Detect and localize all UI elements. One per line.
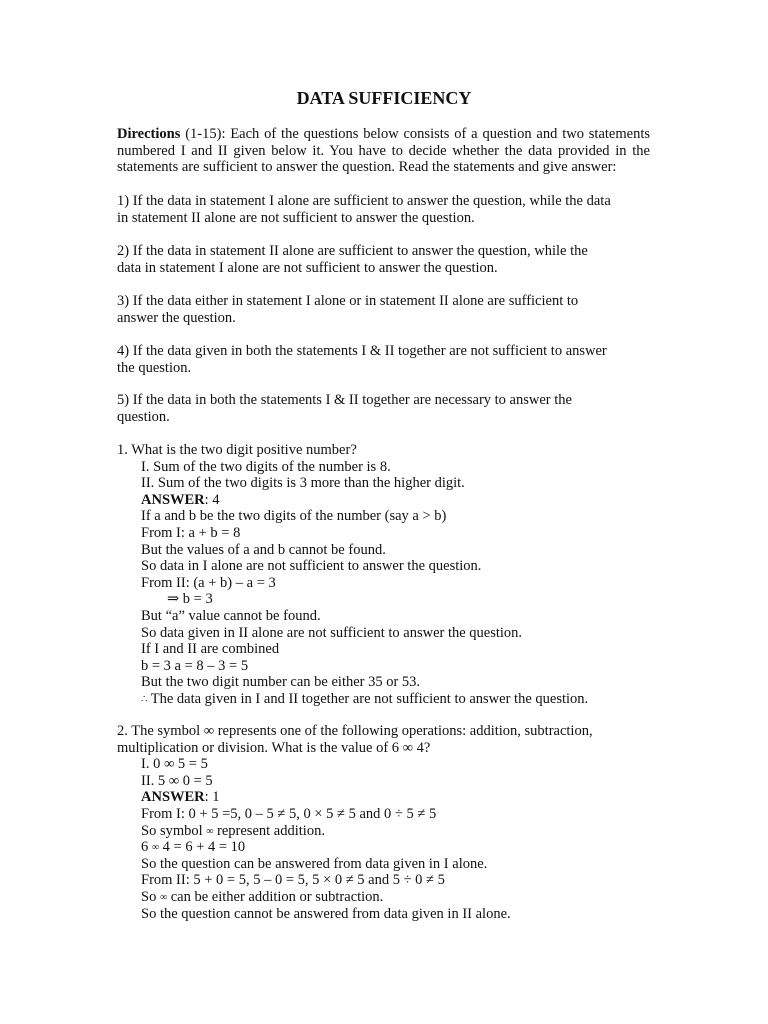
statement-2: II. 5 ∞ 0 = 5 [141, 772, 213, 789]
answer-option-1 [117, 193, 652, 226]
answer-option-2 [117, 243, 652, 276]
solution-text: 6 [141, 839, 152, 856]
option-line: answer the question. [117, 309, 236, 326]
conclusion-line [117, 691, 657, 708]
solution-line: So the question cannot be answered from data given in II alone. [141, 905, 511, 922]
option-line: question. [117, 408, 170, 425]
directions-label: Directions [117, 126, 181, 142]
solution-text: So [141, 888, 160, 905]
solution-line: If a and b be the two digits of the number (say a > b) [141, 508, 447, 525]
solution-line: From II: 5 + 0 = 5, 5 – 0 = 5, 5 × 0 ≠ 5 and 5 ÷ 0 ≠ 5 [141, 872, 445, 889]
directions-paragraph [117, 126, 650, 176]
solution-line: From I: 0 + 5 =5, 0 – 5 ≠ 5, 0 × 5 ≠ 5 and 0 ÷ 5 ≠ 5 [141, 805, 437, 822]
infinity-icon: ∞ [151, 842, 160, 854]
solution-line: From II: (a + b) – a = 3 [141, 574, 276, 591]
answer-option-4 [117, 343, 652, 376]
option-line: 1) If the data in statement I alone are sufficient to answer the question, while the data [117, 193, 611, 209]
option-line: the question. [117, 359, 192, 376]
statement-1: I. 0 ∞ 5 = 5 [141, 756, 208, 773]
solution-line: But “a” value cannot be found. [141, 607, 321, 624]
answer-value: : 4 [204, 491, 220, 508]
solution-line [117, 839, 657, 856]
question-1 [117, 442, 657, 708]
question-text: 1. What is the two digit positive number? [117, 442, 357, 458]
answer-label: ANSWER [141, 789, 205, 806]
solution-line: So data in I alone are not sufficient to answer the question. [141, 558, 482, 575]
answer-line [117, 789, 657, 806]
solution-text: can be either addition or subtraction. [167, 888, 384, 905]
solution-text: So symbol [141, 822, 207, 839]
answer-line [117, 492, 657, 509]
question-2 [117, 723, 657, 922]
solution-line: But the values of a and b cannot be found. [141, 541, 386, 558]
solution-text: represent addition. [213, 822, 325, 839]
option-line: 5) If the data in both the statements I & II together are necessary to answer the [117, 392, 572, 408]
option-line: data in statement I alone are not sufficient to answer the question. [117, 259, 498, 276]
solution-line: If I and II are combined [141, 641, 280, 658]
answer-value: : 1 [204, 789, 220, 806]
infinity-icon: ∞ [159, 891, 168, 903]
question-text: 2. The symbol ∞ represents one of the following operations: addition, subtraction, [117, 723, 593, 739]
option-line: 2) If the data in statement II alone are sufficient to answer the question, while the [117, 243, 588, 259]
solution-line [117, 823, 657, 840]
answer-label: ANSWER [141, 491, 205, 508]
question-text: multiplication or division. What is the value of 6 ∞ 4? [117, 739, 431, 756]
option-line: 3) If the data either in statement I alone or in statement II alone are sufficient to [117, 293, 579, 309]
page-title: DATA SUFFICIENCY [296, 88, 472, 108]
option-line: in statement II alone are not sufficient to answer the question. [117, 209, 475, 226]
statement-2: II. Sum of the two digits is 3 more than the higher digit. [141, 475, 465, 492]
implies-text: b = 3 [179, 591, 213, 608]
therefore-icon: ∴ [141, 693, 148, 705]
conclusion-text: The data given in I and II together are not sufficient to answer the question. [147, 690, 589, 707]
implies-arrow-icon: ⇒ [167, 591, 180, 608]
solution-line: So the question can be answered from data given in I alone. [141, 855, 488, 872]
solution-line: From I: a + b = 8 [141, 524, 241, 541]
solution-line: b = 3 a = 8 – 3 = 5 [141, 657, 249, 674]
solution-line: So data given in II alone are not sufficient to answer the question. [141, 624, 523, 641]
solution-line: But the two digit number can be either 35 or 53. [141, 674, 421, 691]
infinity-icon: ∞ [206, 825, 214, 837]
solution-text: 4 = 6 + 4 = 10 [159, 839, 246, 856]
option-line: 4) If the data given in both the statements I & II together are not sufficient to answer [117, 343, 607, 359]
answer-option-3 [117, 293, 652, 326]
solution-line [117, 889, 657, 906]
directions-text: (1-15): Each of the questions below consists of a question and two statements numbered I and II given below it. You have to decide whether the data provided in the statements are sufficient to answer the question. Read the statements and give answer: [117, 126, 650, 176]
solution-line [117, 591, 657, 608]
answer-option-5 [117, 392, 652, 425]
statement-1: I. Sum of the two digits of the number is 8. [141, 458, 391, 475]
